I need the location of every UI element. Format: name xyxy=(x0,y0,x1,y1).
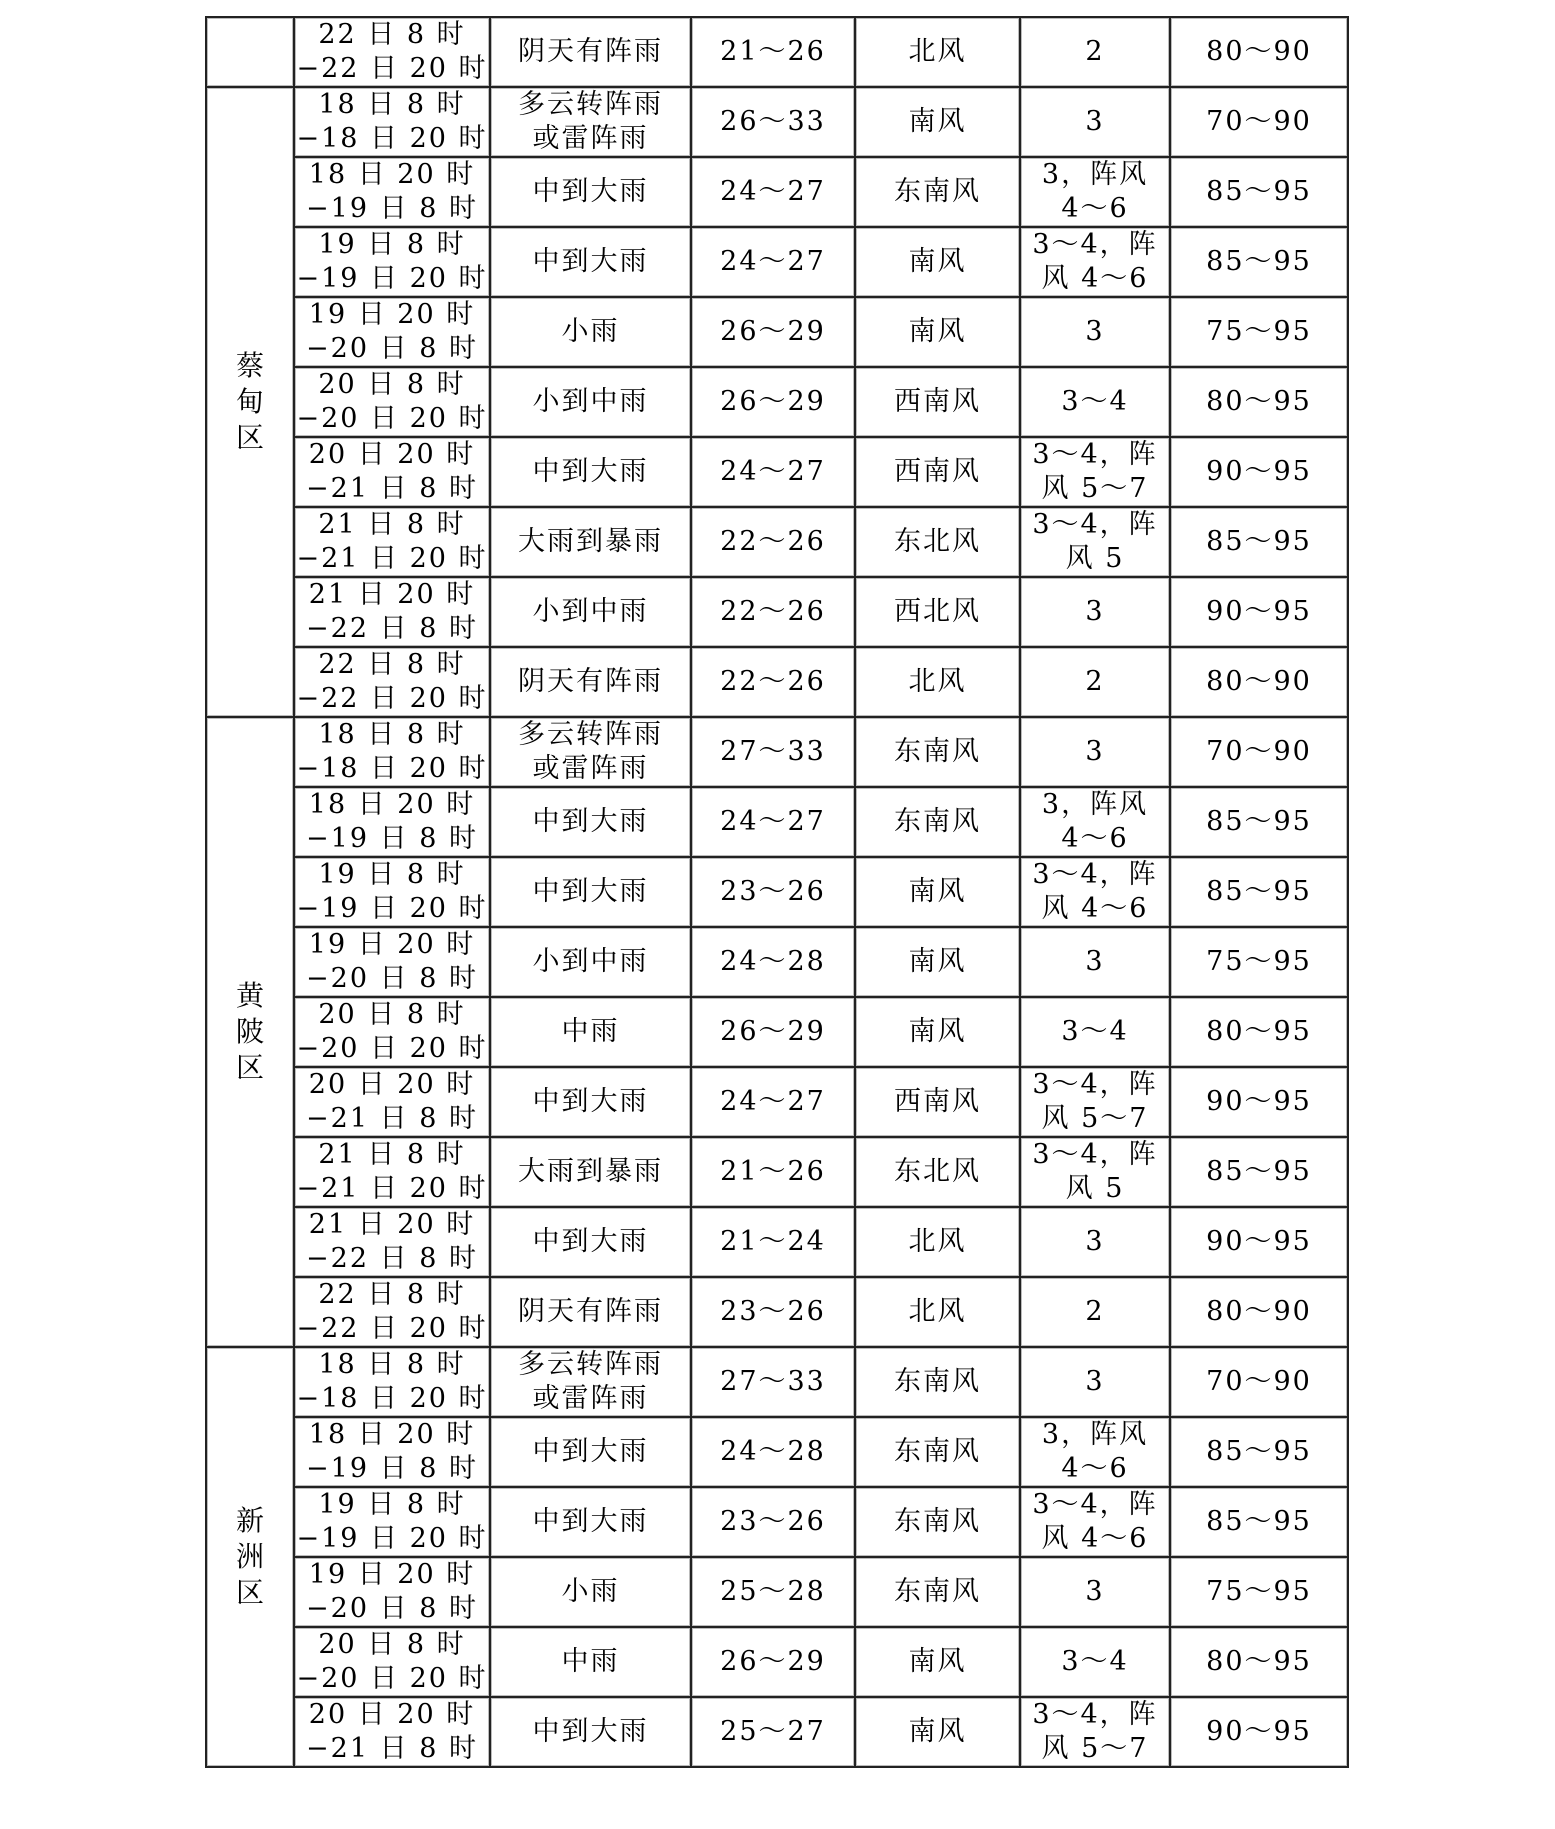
temperature-cell: 27～33 xyxy=(691,1347,855,1417)
wind-direction-cell: 南风 xyxy=(855,227,1020,297)
table-row xyxy=(206,717,1348,787)
weather-cell-line: 大雨到暴雨 xyxy=(518,1156,663,1187)
weather-cell-line: 中到大雨 xyxy=(532,176,649,207)
wind-level-cell xyxy=(1020,1557,1170,1627)
time-period-cell-line: 19 日 20 时 xyxy=(308,929,476,960)
weather-cell-line: 小到中雨 xyxy=(532,596,649,627)
wind-direction-cell: 东南风 xyxy=(855,787,1020,857)
weather-cell-line: 中到大雨 xyxy=(532,1506,649,1537)
weather-cell-line: 中到大雨 xyxy=(532,1086,649,1117)
temperature-cell: 21～26 xyxy=(691,1137,855,1207)
weather-cell xyxy=(490,577,691,647)
wind-level-cell-line: 3～4，阵 xyxy=(1032,1139,1158,1170)
table-row xyxy=(206,437,1348,507)
table-row xyxy=(206,1277,1348,1347)
wind-direction-cell: 南风 xyxy=(855,87,1020,157)
weather-cell-line: 小雨 xyxy=(561,316,620,347)
wind-level-cell-line: 3～4，阵 xyxy=(1032,1699,1158,1730)
time-period-cell-line: −22 日 20 时 xyxy=(296,53,488,84)
wind-level-cell-line: 3，阵风 xyxy=(1041,1419,1149,1450)
wind-level-cell xyxy=(1020,1627,1170,1697)
weather-cell xyxy=(490,927,691,997)
table-row xyxy=(206,1627,1348,1697)
weather-cell-line: 或雷阵雨 xyxy=(532,123,649,154)
time-period-cell xyxy=(294,1277,490,1347)
wind-level-cell-line: 4～6 xyxy=(1061,193,1129,224)
wind-direction-cell: 北风 xyxy=(855,647,1020,717)
temperature-cell: 26～29 xyxy=(691,367,855,437)
weather-cell-line: 小到中雨 xyxy=(532,946,649,977)
time-period-cell xyxy=(294,1487,490,1557)
table-row xyxy=(206,1697,1348,1767)
table-row xyxy=(206,507,1348,577)
table-row xyxy=(206,1067,1348,1137)
time-period-cell-line: −21 日 8 时 xyxy=(306,473,478,504)
time-period-cell-line: 19 日 20 时 xyxy=(308,1559,476,1590)
table-row xyxy=(206,857,1348,927)
weather-cell-line: 小雨 xyxy=(561,1576,620,1607)
table-row xyxy=(206,297,1348,367)
wind-direction-cell: 南风 xyxy=(855,1697,1020,1767)
table-row xyxy=(206,577,1348,647)
temperature-cell: 22～26 xyxy=(691,507,855,577)
time-period-cell-line: 21 日 8 时 xyxy=(318,509,466,540)
weather-cell-line: 阴天有阵雨 xyxy=(518,36,663,67)
humidity-cell: 70～90 xyxy=(1170,717,1348,787)
wind-direction-cell: 东南风 xyxy=(855,157,1020,227)
humidity-cell: 80～90 xyxy=(1170,647,1348,717)
time-period-cell xyxy=(294,857,490,927)
weather-cell xyxy=(490,437,691,507)
forecast-table-body xyxy=(206,17,1348,1767)
humidity-cell: 80～95 xyxy=(1170,997,1348,1067)
time-period-cell-line: 20 日 20 时 xyxy=(308,1699,476,1730)
time-period-cell-line: 21 日 8 时 xyxy=(318,1139,466,1170)
wind-level-cell xyxy=(1020,927,1170,997)
wind-level-cell-line: 风 4～6 xyxy=(1041,893,1149,924)
weather-cell-line: 中到大雨 xyxy=(532,1226,649,1257)
time-period-cell-line: −20 日 8 时 xyxy=(306,1593,478,1624)
time-period-cell xyxy=(294,157,490,227)
weather-cell-line: 阴天有阵雨 xyxy=(518,1296,663,1327)
wind-level-cell xyxy=(1020,1697,1170,1767)
weather-cell xyxy=(490,1697,691,1767)
weather-cell xyxy=(490,787,691,857)
time-period-cell-line: −19 日 20 时 xyxy=(296,893,488,924)
wind-level-cell-line: 3 xyxy=(1085,1576,1105,1607)
weather-cell-line: 小到中雨 xyxy=(532,386,649,417)
time-period-cell xyxy=(294,647,490,717)
wind-direction-cell: 东北风 xyxy=(855,1137,1020,1207)
temperature-cell: 23～26 xyxy=(691,1487,855,1557)
time-period-cell-line: −22 日 20 时 xyxy=(296,683,488,714)
weather-cell xyxy=(490,857,691,927)
humidity-cell: 80～90 xyxy=(1170,1277,1348,1347)
wind-level-cell xyxy=(1020,1137,1170,1207)
weather-cell xyxy=(490,1067,691,1137)
temperature-cell: 22～26 xyxy=(691,577,855,647)
wind-direction-cell: 北风 xyxy=(855,1207,1020,1277)
temperature-cell: 25～28 xyxy=(691,1557,855,1627)
wind-level-cell-line: 3～4，阵 xyxy=(1032,229,1158,260)
time-period-cell xyxy=(294,297,490,367)
humidity-cell: 80～95 xyxy=(1170,1627,1348,1697)
table-row xyxy=(206,1347,1348,1417)
temperature-cell: 27～33 xyxy=(691,717,855,787)
table-row xyxy=(206,1137,1348,1207)
weather-cell-line: 中到大雨 xyxy=(532,876,649,907)
time-period-cell-line: 19 日 20 时 xyxy=(308,299,476,330)
time-period-cell-line: −19 日 20 时 xyxy=(296,1523,488,1554)
wind-level-cell xyxy=(1020,1277,1170,1347)
district-cell xyxy=(206,717,294,1347)
wind-direction-cell: 东南风 xyxy=(855,1347,1020,1417)
humidity-cell: 70～90 xyxy=(1170,1347,1348,1417)
humidity-cell: 85～95 xyxy=(1170,1417,1348,1487)
time-period-cell xyxy=(294,787,490,857)
wind-level-cell xyxy=(1020,367,1170,437)
weather-cell-line: 阴天有阵雨 xyxy=(518,666,663,697)
time-period-cell xyxy=(294,997,490,1067)
time-period-cell-line: 20 日 8 时 xyxy=(318,369,466,400)
humidity-cell: 90～95 xyxy=(1170,1067,1348,1137)
time-period-cell xyxy=(294,1347,490,1417)
time-period-cell xyxy=(294,927,490,997)
temperature-cell: 26～29 xyxy=(691,297,855,367)
time-period-cell-line: 22 日 8 时 xyxy=(318,1279,466,1310)
temperature-cell: 21～24 xyxy=(691,1207,855,1277)
time-period-cell-line: 22 日 8 时 xyxy=(318,19,466,50)
time-period-cell xyxy=(294,1697,490,1767)
temperature-cell: 24～28 xyxy=(691,1417,855,1487)
wind-direction-cell: 南风 xyxy=(855,1627,1020,1697)
temperature-cell: 24～27 xyxy=(691,787,855,857)
wind-level-cell-line: 3～4 xyxy=(1061,1016,1129,1047)
time-period-cell-line: 18 日 8 时 xyxy=(318,719,466,750)
wind-direction-cell: 东北风 xyxy=(855,507,1020,577)
wind-level-cell xyxy=(1020,1347,1170,1417)
time-period-cell-line: −22 日 8 时 xyxy=(306,1243,478,1274)
wind-direction-cell: 西北风 xyxy=(855,577,1020,647)
time-period-cell-line: 18 日 20 时 xyxy=(308,789,476,820)
wind-level-cell-line: 风 5～7 xyxy=(1041,1103,1149,1134)
humidity-cell: 90～95 xyxy=(1170,577,1348,647)
humidity-cell: 85～95 xyxy=(1170,227,1348,297)
wind-level-cell-line: 风 5 xyxy=(1065,1173,1125,1204)
wind-direction-cell: 东南风 xyxy=(855,1487,1020,1557)
time-period-cell-line: −21 日 8 时 xyxy=(306,1103,478,1134)
wind-level-cell-line: 3～4，阵 xyxy=(1032,509,1158,540)
humidity-cell: 85～95 xyxy=(1170,1487,1348,1557)
weather-cell xyxy=(490,1417,691,1487)
time-period-cell-line: −20 日 20 时 xyxy=(296,1663,488,1694)
table-row xyxy=(206,1417,1348,1487)
temperature-cell: 21～26 xyxy=(691,17,855,87)
weather-cell-line: 中到大雨 xyxy=(532,806,649,837)
wind-level-cell-line: 4～6 xyxy=(1061,823,1129,854)
wind-level-cell-line: 3，阵风 xyxy=(1041,159,1149,190)
weather-cell xyxy=(490,227,691,297)
wind-level-cell-line: 3～4，阵 xyxy=(1032,439,1158,470)
wind-level-cell xyxy=(1020,857,1170,927)
wind-level-cell xyxy=(1020,507,1170,577)
wind-direction-cell: 西南风 xyxy=(855,437,1020,507)
wind-level-cell-line: 3 xyxy=(1085,106,1105,137)
humidity-cell: 75～95 xyxy=(1170,297,1348,367)
wind-level-cell xyxy=(1020,1487,1170,1557)
weather-cell xyxy=(490,297,691,367)
district-name: 蔡甸区 xyxy=(235,349,264,454)
wind-direction-cell: 东南风 xyxy=(855,1557,1020,1627)
wind-direction-cell: 南风 xyxy=(855,297,1020,367)
wind-level-cell-line: 3 xyxy=(1085,736,1105,767)
wind-level-cell xyxy=(1020,437,1170,507)
weather-cell xyxy=(490,1627,691,1697)
weather-cell-line: 中到大雨 xyxy=(532,246,649,277)
temperature-cell: 24～27 xyxy=(691,227,855,297)
time-period-cell-line: −21 日 20 时 xyxy=(296,1173,488,1204)
humidity-cell: 70～90 xyxy=(1170,87,1348,157)
time-period-cell-line: −22 日 8 时 xyxy=(306,613,478,644)
temperature-cell: 22～26 xyxy=(691,647,855,717)
temperature-cell: 24～27 xyxy=(691,1067,855,1137)
weather-cell-line: 或雷阵雨 xyxy=(532,1383,649,1414)
table-row xyxy=(206,927,1348,997)
wind-level-cell-line: 3 xyxy=(1085,946,1105,977)
humidity-cell: 85～95 xyxy=(1170,157,1348,227)
wind-direction-cell: 东南风 xyxy=(855,717,1020,787)
wind-level-cell-line: 风 5～7 xyxy=(1041,473,1149,504)
humidity-cell: 90～95 xyxy=(1170,1697,1348,1767)
humidity-cell: 75～95 xyxy=(1170,927,1348,997)
time-period-cell xyxy=(294,577,490,647)
wind-level-cell-line: 2 xyxy=(1085,1296,1105,1327)
time-period-cell xyxy=(294,507,490,577)
weather-cell-line: 中到大雨 xyxy=(532,456,649,487)
table-row xyxy=(206,367,1348,437)
wind-level-cell xyxy=(1020,647,1170,717)
table-row xyxy=(206,787,1348,857)
wind-level-cell-line: 2 xyxy=(1085,666,1105,697)
weather-cell-line: 多云转阵雨 xyxy=(518,719,663,750)
time-period-cell-line: −22 日 20 时 xyxy=(296,1313,488,1344)
wind-level-cell-line: 3～4，阵 xyxy=(1032,1069,1158,1100)
weather-cell-line: 多云转阵雨 xyxy=(518,89,663,120)
time-period-cell-line: −18 日 20 时 xyxy=(296,123,488,154)
time-period-cell xyxy=(294,1417,490,1487)
district-cell xyxy=(206,87,294,717)
wind-direction-cell: 南风 xyxy=(855,997,1020,1067)
wind-level-cell xyxy=(1020,87,1170,157)
weather-cell-line: 中到大雨 xyxy=(532,1716,649,1747)
wind-level-cell-line: 3～4，阵 xyxy=(1032,1489,1158,1520)
temperature-cell: 26～29 xyxy=(691,1627,855,1697)
humidity-cell: 75～95 xyxy=(1170,1557,1348,1627)
wind-level-cell xyxy=(1020,1207,1170,1277)
wind-level-cell-line: 风 5 xyxy=(1065,543,1125,574)
time-period-cell-line: 20 日 20 时 xyxy=(308,439,476,470)
humidity-cell: 85～95 xyxy=(1170,507,1348,577)
time-period-cell-line: −19 日 8 时 xyxy=(306,193,478,224)
time-period-cell-line: −19 日 20 时 xyxy=(296,263,488,294)
time-period-cell xyxy=(294,1557,490,1627)
time-period-cell-line: 19 日 8 时 xyxy=(318,859,466,890)
wind-level-cell-line: 3 xyxy=(1085,1226,1105,1257)
time-period-cell-line: −21 日 8 时 xyxy=(306,1733,478,1764)
weather-cell xyxy=(490,367,691,437)
weather-cell xyxy=(490,1347,691,1417)
time-period-cell xyxy=(294,367,490,437)
weather-cell-line: 或雷阵雨 xyxy=(532,753,649,784)
time-period-cell-line: 20 日 8 时 xyxy=(318,999,466,1030)
wind-level-cell-line: 风 4～6 xyxy=(1041,1523,1149,1554)
weather-cell-line: 大雨到暴雨 xyxy=(518,526,663,557)
weather-cell xyxy=(490,17,691,87)
wind-level-cell xyxy=(1020,787,1170,857)
weather-cell xyxy=(490,507,691,577)
wind-level-cell-line: 2 xyxy=(1085,36,1105,67)
table-row xyxy=(206,227,1348,297)
temperature-cell: 24～27 xyxy=(691,157,855,227)
weather-cell xyxy=(490,157,691,227)
time-period-cell-line: 18 日 8 时 xyxy=(318,1349,466,1380)
time-period-cell xyxy=(294,227,490,297)
temperature-cell: 25～27 xyxy=(691,1697,855,1767)
weather-cell xyxy=(490,997,691,1067)
time-period-cell-line: −21 日 20 时 xyxy=(296,543,488,574)
wind-level-cell-line: 风 5～7 xyxy=(1041,1733,1149,1764)
weather-cell xyxy=(490,1487,691,1557)
wind-level-cell xyxy=(1020,227,1170,297)
weather-cell xyxy=(490,717,691,787)
time-period-cell-line: −19 日 8 时 xyxy=(306,823,478,854)
table-row xyxy=(206,997,1348,1067)
table-row xyxy=(206,647,1348,717)
wind-level-cell-line: 3 xyxy=(1085,596,1105,627)
time-period-cell-line: 21 日 20 时 xyxy=(308,1209,476,1240)
humidity-cell: 85～95 xyxy=(1170,857,1348,927)
wind-level-cell xyxy=(1020,1417,1170,1487)
time-period-cell-line: 22 日 8 时 xyxy=(318,649,466,680)
wind-level-cell xyxy=(1020,1067,1170,1137)
temperature-cell: 23～26 xyxy=(691,857,855,927)
time-period-cell-line: −20 日 8 时 xyxy=(306,963,478,994)
wind-level-cell xyxy=(1020,577,1170,647)
weather-cell-line: 中雨 xyxy=(561,1646,620,1677)
table-row xyxy=(206,1487,1348,1557)
wind-level-cell-line: 3～4 xyxy=(1061,386,1129,417)
humidity-cell: 85～95 xyxy=(1170,787,1348,857)
weather-cell-line: 多云转阵雨 xyxy=(518,1349,663,1380)
humidity-cell: 80～95 xyxy=(1170,367,1348,437)
time-period-cell-line: 18 日 20 时 xyxy=(308,1419,476,1450)
temperature-cell: 26～33 xyxy=(691,87,855,157)
weather-forecast-table xyxy=(205,16,1349,1768)
time-period-cell-line: 20 日 20 时 xyxy=(308,1069,476,1100)
district-name: 黄陂区 xyxy=(235,979,264,1084)
wind-level-cell-line: 3 xyxy=(1085,316,1105,347)
wind-direction-cell: 南风 xyxy=(855,927,1020,997)
wind-direction-cell: 西南风 xyxy=(855,1067,1020,1137)
humidity-cell: 90～95 xyxy=(1170,437,1348,507)
wind-level-cell xyxy=(1020,157,1170,227)
time-period-cell xyxy=(294,1627,490,1697)
time-period-cell xyxy=(294,717,490,787)
weather-cell xyxy=(490,87,691,157)
temperature-cell: 23～26 xyxy=(691,1277,855,1347)
time-period-cell-line: −20 日 20 时 xyxy=(296,403,488,434)
wind-level-cell-line: 3 xyxy=(1085,1366,1105,1397)
wind-level-cell-line: 3～4，阵 xyxy=(1032,859,1158,890)
time-period-cell-line: 20 日 8 时 xyxy=(318,1629,466,1660)
weather-cell-line: 中雨 xyxy=(561,1016,620,1047)
time-period-cell xyxy=(294,1207,490,1277)
weather-cell xyxy=(490,1557,691,1627)
humidity-cell: 80～90 xyxy=(1170,17,1348,87)
time-period-cell xyxy=(294,1137,490,1207)
wind-level-cell-line: 4～6 xyxy=(1061,1453,1129,1484)
table-row xyxy=(206,157,1348,227)
wind-level-cell xyxy=(1020,17,1170,87)
district-cell xyxy=(206,17,294,87)
time-period-cell xyxy=(294,17,490,87)
weather-cell xyxy=(490,1277,691,1347)
humidity-cell: 90～95 xyxy=(1170,1207,1348,1277)
district-cell xyxy=(206,1347,294,1767)
temperature-cell: 24～27 xyxy=(691,437,855,507)
temperature-cell: 26～29 xyxy=(691,997,855,1067)
temperature-cell: 24～28 xyxy=(691,927,855,997)
time-period-cell-line: 18 日 20 时 xyxy=(308,159,476,190)
time-period-cell xyxy=(294,437,490,507)
humidity-cell: 85～95 xyxy=(1170,1137,1348,1207)
time-period-cell-line: 19 日 8 时 xyxy=(318,229,466,260)
time-period-cell xyxy=(294,87,490,157)
time-period-cell-line: 21 日 20 时 xyxy=(308,579,476,610)
district-name: 新洲区 xyxy=(235,1504,264,1609)
wind-level-cell xyxy=(1020,717,1170,787)
table-row xyxy=(206,17,1348,87)
table-row xyxy=(206,1207,1348,1277)
time-period-cell-line: −20 日 20 时 xyxy=(296,1033,488,1064)
time-period-cell-line: −18 日 20 时 xyxy=(296,753,488,784)
weather-cell-line: 中到大雨 xyxy=(532,1436,649,1467)
weather-cell xyxy=(490,647,691,717)
wind-direction-cell: 南风 xyxy=(855,857,1020,927)
wind-direction-cell: 北风 xyxy=(855,1277,1020,1347)
wind-direction-cell: 北风 xyxy=(855,17,1020,87)
wind-level-cell-line: 风 4～6 xyxy=(1041,263,1149,294)
table-row xyxy=(206,87,1348,157)
table-row xyxy=(206,1557,1348,1627)
weather-cell xyxy=(490,1207,691,1277)
time-period-cell-line: 18 日 8 时 xyxy=(318,89,466,120)
wind-direction-cell: 西南风 xyxy=(855,367,1020,437)
time-period-cell-line: 19 日 8 时 xyxy=(318,1489,466,1520)
wind-level-cell-line: 3～4 xyxy=(1061,1646,1129,1677)
time-period-cell-line: −18 日 20 时 xyxy=(296,1383,488,1414)
wind-direction-cell: 东南风 xyxy=(855,1417,1020,1487)
time-period-cell-line: −19 日 8 时 xyxy=(306,1453,478,1484)
wind-level-cell-line: 3，阵风 xyxy=(1041,789,1149,820)
time-period-cell xyxy=(294,1067,490,1137)
weather-cell xyxy=(490,1137,691,1207)
time-period-cell-line: −20 日 8 时 xyxy=(306,333,478,364)
wind-level-cell xyxy=(1020,997,1170,1067)
wind-level-cell xyxy=(1020,297,1170,367)
